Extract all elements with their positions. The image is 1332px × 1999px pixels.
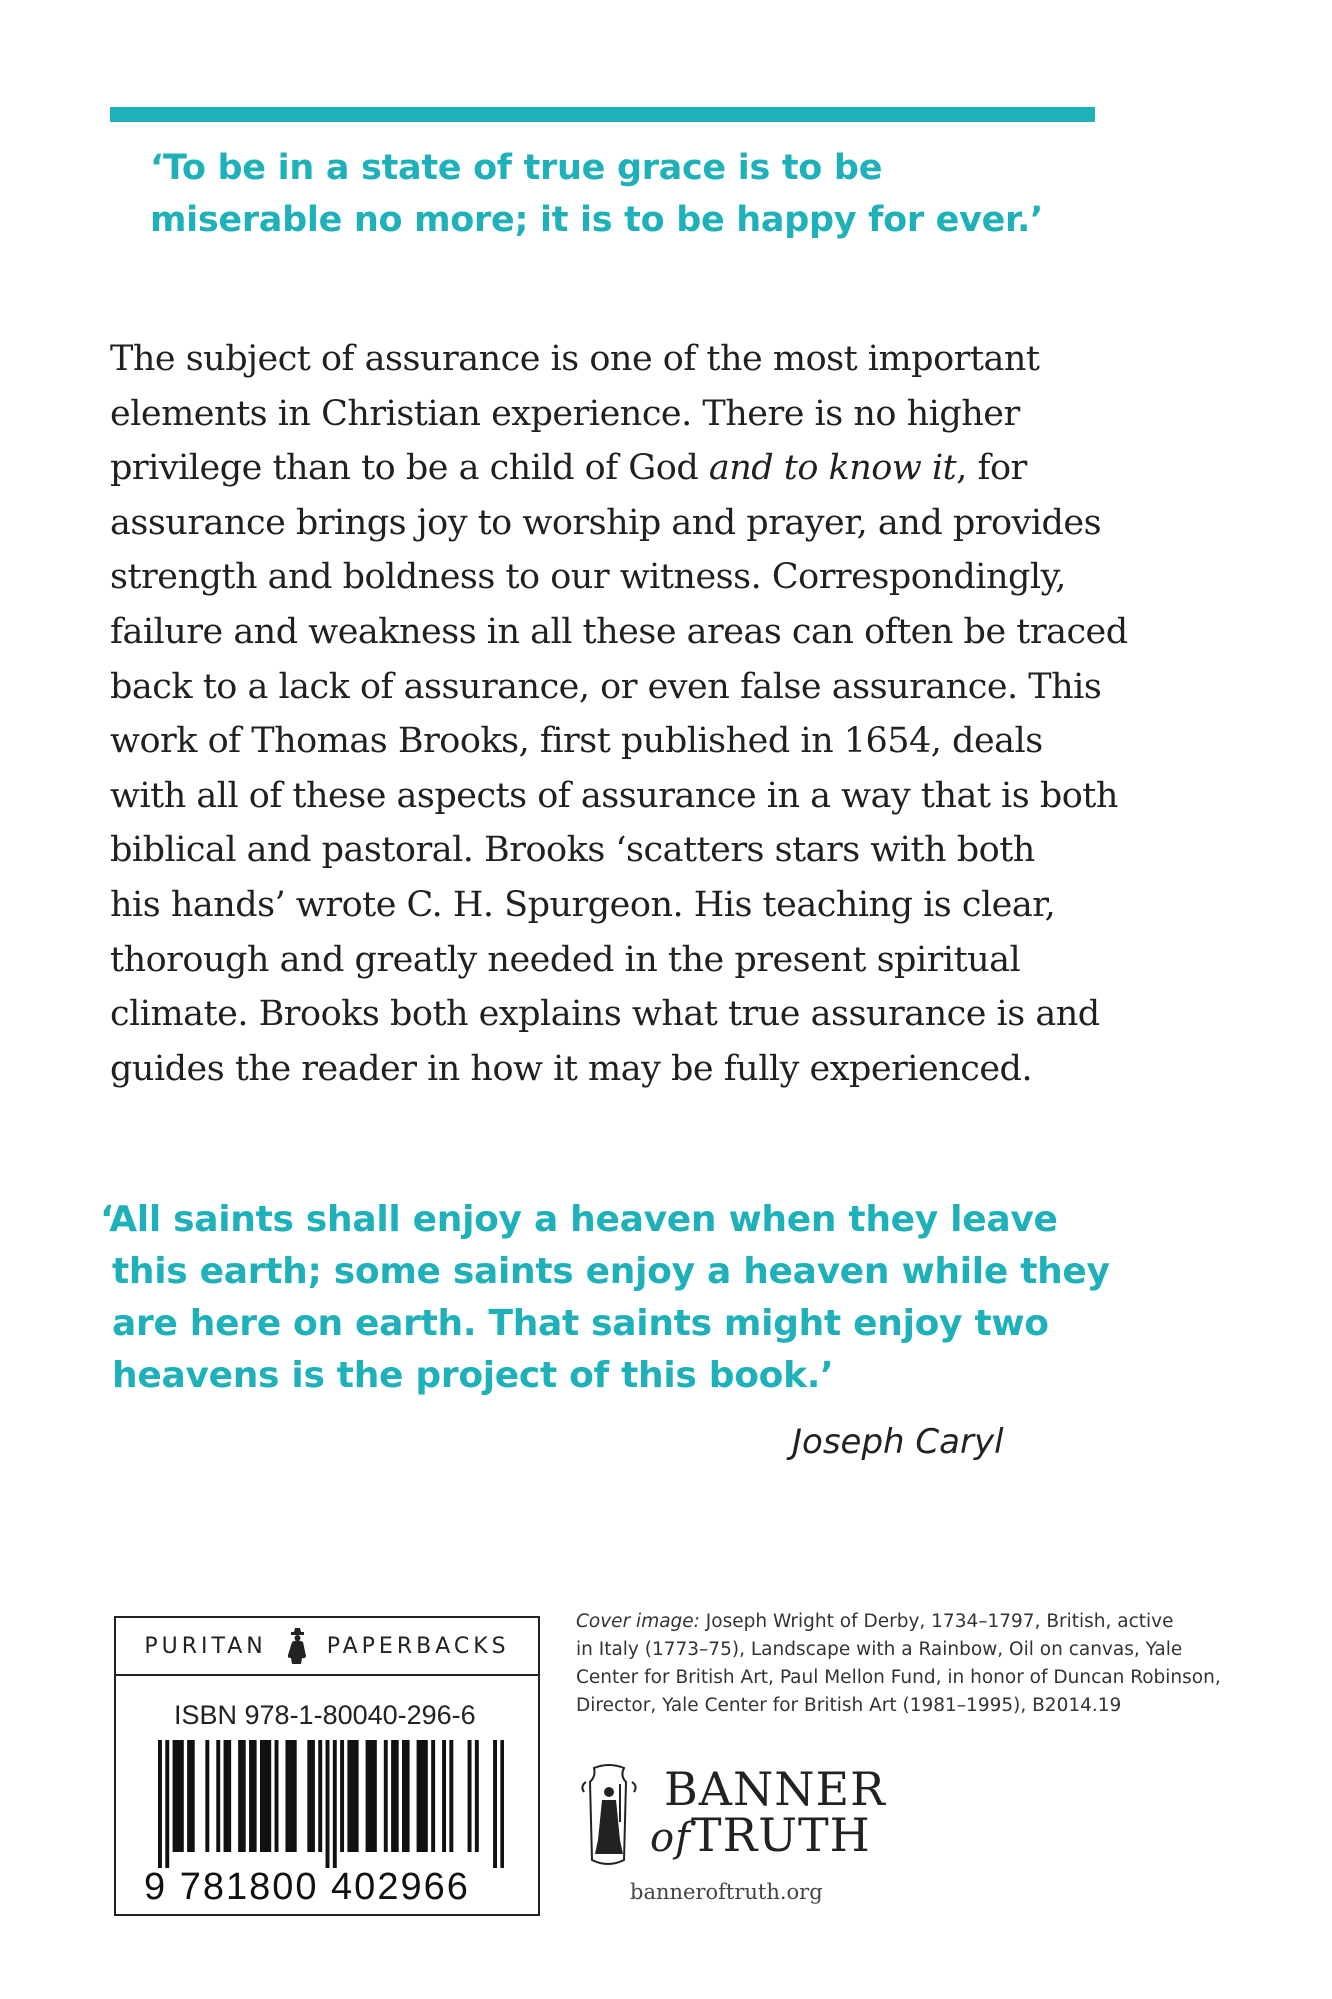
barcode-bar [424, 1740, 428, 1852]
barcode-bar [205, 1740, 209, 1852]
barcode-bar [260, 1740, 264, 1852]
description-line: privilege than to be a child of God and to know it, for [110, 448, 1027, 489]
banner-emblem-icon [576, 1762, 642, 1872]
barcode-bar [187, 1740, 191, 1852]
quote-line: heavens is the project of this book.’ [112, 1355, 834, 1396]
credit-line: in Italy (1773–75), Landscape with a Rainbow, Oil on canvas, Yale [576, 1639, 1183, 1660]
description-line: work of Thomas Brooks, first published in 1654, deals [110, 721, 1043, 762]
credit-line: Center for British Art, Paul Mellon Fund, in honor of Duncan Robinson, [576, 1667, 1221, 1688]
quote-line: this earth; some saints enjoy a heaven while they [112, 1251, 1110, 1292]
barcode-bar [289, 1740, 293, 1852]
series-right-label: PAPERBACKS [326, 1633, 510, 1659]
barcode-bar [238, 1740, 242, 1852]
top-pull-quote [150, 142, 1043, 246]
barcode-bar [366, 1740, 370, 1852]
description-line: The subject of assurance is one of the most important [110, 339, 1040, 379]
barcode-bar [449, 1740, 453, 1852]
barcode-bar [180, 1740, 184, 1852]
puritan-figure-icon [283, 1626, 311, 1666]
barcode-bar [468, 1740, 472, 1852]
barcode-bar [347, 1740, 351, 1852]
barcode-bar [442, 1740, 446, 1852]
barcode-bar [318, 1740, 322, 1852]
publisher-website: banneroftruth.org [630, 1880, 823, 1904]
description-line: biblical and pastoral. Brooks ‘scatters stars with both [110, 830, 1035, 871]
barcode-bar [227, 1740, 231, 1852]
credit-label: Cover image: [576, 1611, 700, 1632]
barcode-bar [351, 1740, 355, 1852]
barcode-bar [267, 1740, 271, 1852]
publisher-name-line1: BANNER [664, 1762, 886, 1816]
top-accent-rule [110, 107, 1095, 122]
bottom-pull-quote [100, 1194, 1110, 1402]
barcode-bar [249, 1740, 253, 1852]
description-line: back to a lack of assurance, or even false assurance. This [110, 666, 1102, 707]
barcode-bar [369, 1740, 373, 1852]
barcode-bar [158, 1740, 162, 1868]
barcode-bar [326, 1740, 330, 1868]
series-name [116, 1618, 538, 1676]
barcode [158, 1740, 504, 1868]
barcode-bar [420, 1740, 424, 1852]
barcode-bar [173, 1740, 177, 1852]
barcode-bar [311, 1740, 315, 1852]
barcode-bar [191, 1740, 195, 1852]
barcode-bar [275, 1740, 279, 1852]
publisher-name-line2: ofTRUTH [650, 1808, 871, 1862]
description-line: elements in Christian experience. There is no higher [110, 393, 1020, 434]
quote-line: ‘To be in a state of true grace is to be [150, 148, 883, 188]
barcode-bar [406, 1740, 410, 1852]
barcode-bar [285, 1740, 289, 1852]
barcode-bar [384, 1740, 388, 1852]
barcode-bar [216, 1740, 220, 1852]
barcode-bar [264, 1740, 268, 1852]
series-left-label: PURITAN [144, 1633, 267, 1659]
quote-line: ‘All saints shall enjoy a heaven when they leave [100, 1199, 1058, 1240]
description-line: strength and boldness to our witness. Correspondingly, [110, 557, 1066, 598]
emphasis-text: and to know it [708, 448, 957, 489]
quote-line: are here on earth. That saints might enjoy two [112, 1303, 1049, 1344]
description-line: his hands’ wrote C. H. Spurgeon. His teaching is clear, [110, 884, 1056, 925]
description-line: failure and weakness in all these areas can often be traced [110, 611, 1128, 652]
quote-attribution: Joseph Caryl [792, 1422, 1004, 1462]
barcode-bar [373, 1740, 377, 1852]
book-description [110, 332, 1128, 1096]
barcode-bar [293, 1740, 297, 1852]
isbn-label: ISBN 978-1-80040-296-6 [174, 1700, 476, 1730]
barcode-bar [165, 1740, 169, 1868]
barcode-bar [333, 1740, 337, 1868]
barcode-bar [500, 1740, 504, 1868]
barcode-bar [417, 1740, 421, 1852]
description-line: with all of these aspects of assurance in a way that is both [110, 775, 1118, 816]
barcode-bar [242, 1740, 246, 1852]
barcode-bar [391, 1740, 395, 1852]
description-line: guides the reader in how it may be fully experienced. [110, 1048, 1033, 1089]
description-line: climate. Brooks both explains what true assurance is and [110, 994, 1100, 1035]
credit-line: Cover image: Joseph Wright of Derby, 1734–1797, British, active [576, 1611, 1174, 1632]
barcode-bar [431, 1740, 435, 1852]
barcode-bar [355, 1740, 359, 1852]
barcode-panel [114, 1616, 540, 1916]
barcode-bar [340, 1740, 344, 1852]
barcode-bar [402, 1740, 406, 1852]
credit-line: Director, Yale Center for British Art (1981–1995), B2014.19 [576, 1695, 1122, 1716]
barcode-bar [493, 1740, 497, 1868]
description-line: assurance brings joy to worship and prayer, and provides [110, 502, 1102, 543]
description-line: thorough and greatly needed in the present spiritual [110, 939, 1021, 980]
barcode-bar [176, 1740, 180, 1852]
barcode-bar [253, 1740, 257, 1852]
quote-line: miserable no more; it is to be happy for ever.’ [150, 200, 1044, 240]
barcode-digits: 9 781800 402966 [144, 1866, 470, 1908]
barcode-bar [475, 1740, 479, 1852]
barcode-bar [307, 1740, 311, 1852]
barcode-bar [224, 1740, 228, 1852]
cover-image-credit [576, 1608, 1226, 1720]
barcode-bar [395, 1740, 399, 1852]
publisher-logo [576, 1762, 896, 1872]
